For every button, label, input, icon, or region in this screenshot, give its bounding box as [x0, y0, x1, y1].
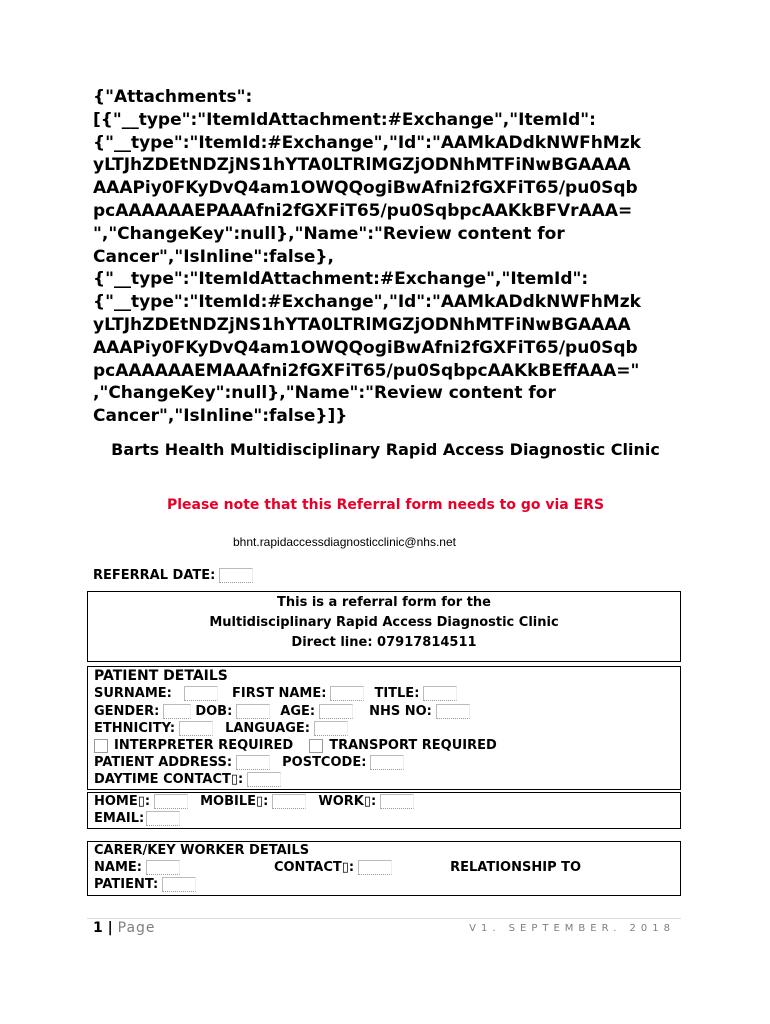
patient-row-2: [94, 704, 470, 719]
age-label: AGE:: [280, 704, 316, 719]
intro-box: [87, 591, 681, 662]
page-separator: |: [102, 920, 118, 936]
email-label: EMAIL:: [94, 811, 145, 826]
referral-date-row: [93, 568, 253, 583]
patient-row-1: [94, 686, 457, 701]
interpreter-label: INTERPRETER REQUIRED: [114, 738, 294, 753]
intro-line-1: This is a referral form for the: [276, 595, 492, 610]
ethnicity-label: ETHNICITY:: [94, 721, 176, 736]
document-title: Barts Health Multidisciplinary Rapid Access Diagnostic Clinic: [111, 440, 660, 459]
footer-version: V1. SEPTEMBER. 2018: [469, 923, 675, 934]
carer-row-2: [94, 877, 196, 892]
page-label: Page: [117, 920, 156, 936]
daytime-contact-field[interactable]: [247, 772, 281, 787]
contact-box: [87, 792, 681, 829]
daytime-contact-label: DAYTIME CONTACT▯:: [94, 772, 244, 787]
title-field[interactable]: [423, 686, 457, 701]
relationship-field[interactable]: [162, 877, 196, 892]
referral-date-label: REFERRAL DATE:: [93, 568, 216, 583]
patient-row-4: [94, 738, 497, 753]
relationship-label: RELATIONSHIP TO: [450, 860, 582, 875]
patient-address-label: PATIENT ADDRESS:: [94, 755, 233, 770]
language-label: LANGUAGE:: [225, 721, 310, 736]
mobile-field[interactable]: [272, 794, 306, 809]
home-label: HOME▯:: [94, 794, 151, 809]
carer-name-field[interactable]: [146, 860, 180, 875]
dob-label: DOB:: [195, 704, 233, 719]
patient-row-5: [94, 755, 404, 770]
carer-contact-field[interactable]: [358, 860, 392, 875]
carer-heading: CARER/KEY WORKER DETAILS: [94, 843, 310, 858]
patient-row-3: [94, 721, 348, 736]
surname-label: SURNAME:: [94, 686, 172, 701]
nhs-no-field[interactable]: [436, 704, 470, 719]
intro-line-2: Multidisciplinary Rapid Access Diagnostic Clinic: [209, 615, 559, 630]
email-field[interactable]: [146, 811, 180, 826]
nhs-no-label: NHS NO:: [369, 704, 432, 719]
gender-field[interactable]: [163, 704, 191, 719]
transport-checkbox[interactable]: [309, 739, 323, 753]
title-label: TITLE:: [374, 686, 420, 701]
carer-row-1: [94, 860, 581, 875]
carer-contact-label: CONTACT▯:: [273, 860, 355, 875]
footer-page: [93, 920, 156, 936]
interpreter-checkbox[interactable]: [94, 739, 108, 753]
dob-field[interactable]: [236, 704, 270, 719]
postcode-label: POSTCODE:: [282, 755, 367, 770]
intro-line-3: Direct line: 07917814511: [291, 635, 477, 650]
contact-row-2: [94, 811, 180, 826]
gender-label: GENDER:: [94, 704, 160, 719]
clinic-email[interactable]: bhnt.rapidaccessdiagnosticclinic@nhs.net: [233, 535, 456, 549]
carer-details-box: [87, 841, 681, 896]
language-field[interactable]: [314, 721, 348, 736]
surname-field[interactable]: [184, 686, 218, 701]
referral-date-field[interactable]: [219, 568, 253, 583]
page-number: 1: [93, 920, 103, 936]
first-name-label: FIRST NAME:: [232, 686, 327, 701]
attachments-json-text: {"Attachments": [{"__type":"ItemIdAttachment:#Exchange","ItemId": {"__type":"ItemId:#Exchange","Id":"AAMkADdkNWFhMzk yLTJhZDEtNDZjNS1hYTA0LTRlMGZjODNhMTFiNwBGAAAA AAAPiy0FKyDvQ4am1OWQQogiBwAfni2fGXFiT65/pu0Sqb pcAAAAAAEPAAAfni2fGXFiT65/pu0SqbpcAAKkBFVrAAA= ","ChangeKey":null},"Name":"Review content for Cancer","IsInline":false}, {"__type":"ItemIdAttachment:#Exchange","ItemId": {"__type":"ItemId:#Exchange","Id":"AAMkADdkNWFhMzk yLTJhZDEtNDZjNS1hYTA0LTRlMGZjODNhMTFiNwBGAAAA AAAPiy0FKyDvQ4am1OWQQogiBwAfni2fGXFiT65/pu0Sqb pcAAAAAAEMAAAfni2fGXFiT65/pu0SqbpcAAKkBEffAAA=" ,"ChangeKey":null},"Name":"Review content for Cancer","IsInline":false}]}: [93, 87, 641, 427]
postcode-field[interactable]: [370, 755, 404, 770]
ethnicity-field[interactable]: [179, 721, 213, 736]
footer-divider: [87, 918, 681, 919]
patient-details-box: [87, 666, 681, 790]
mobile-label: MOBILE▯:: [200, 794, 269, 809]
patient-address-field[interactable]: [236, 755, 270, 770]
first-name-field[interactable]: [330, 686, 364, 701]
age-field[interactable]: [319, 704, 353, 719]
contact-row-1: [94, 794, 414, 809]
carer-patient-label: PATIENT:: [94, 877, 159, 892]
patient-details-heading: PATIENT DETAILS: [94, 668, 228, 684]
home-field[interactable]: [154, 794, 188, 809]
work-field[interactable]: [380, 794, 414, 809]
patient-row-6: [94, 772, 281, 787]
work-label: WORK▯:: [318, 794, 377, 809]
carer-name-label: NAME:: [94, 860, 142, 875]
transport-label: TRANSPORT REQUIRED: [329, 738, 497, 753]
ers-note: Please note that this Referral form needs to go via ERS: [166, 497, 605, 513]
